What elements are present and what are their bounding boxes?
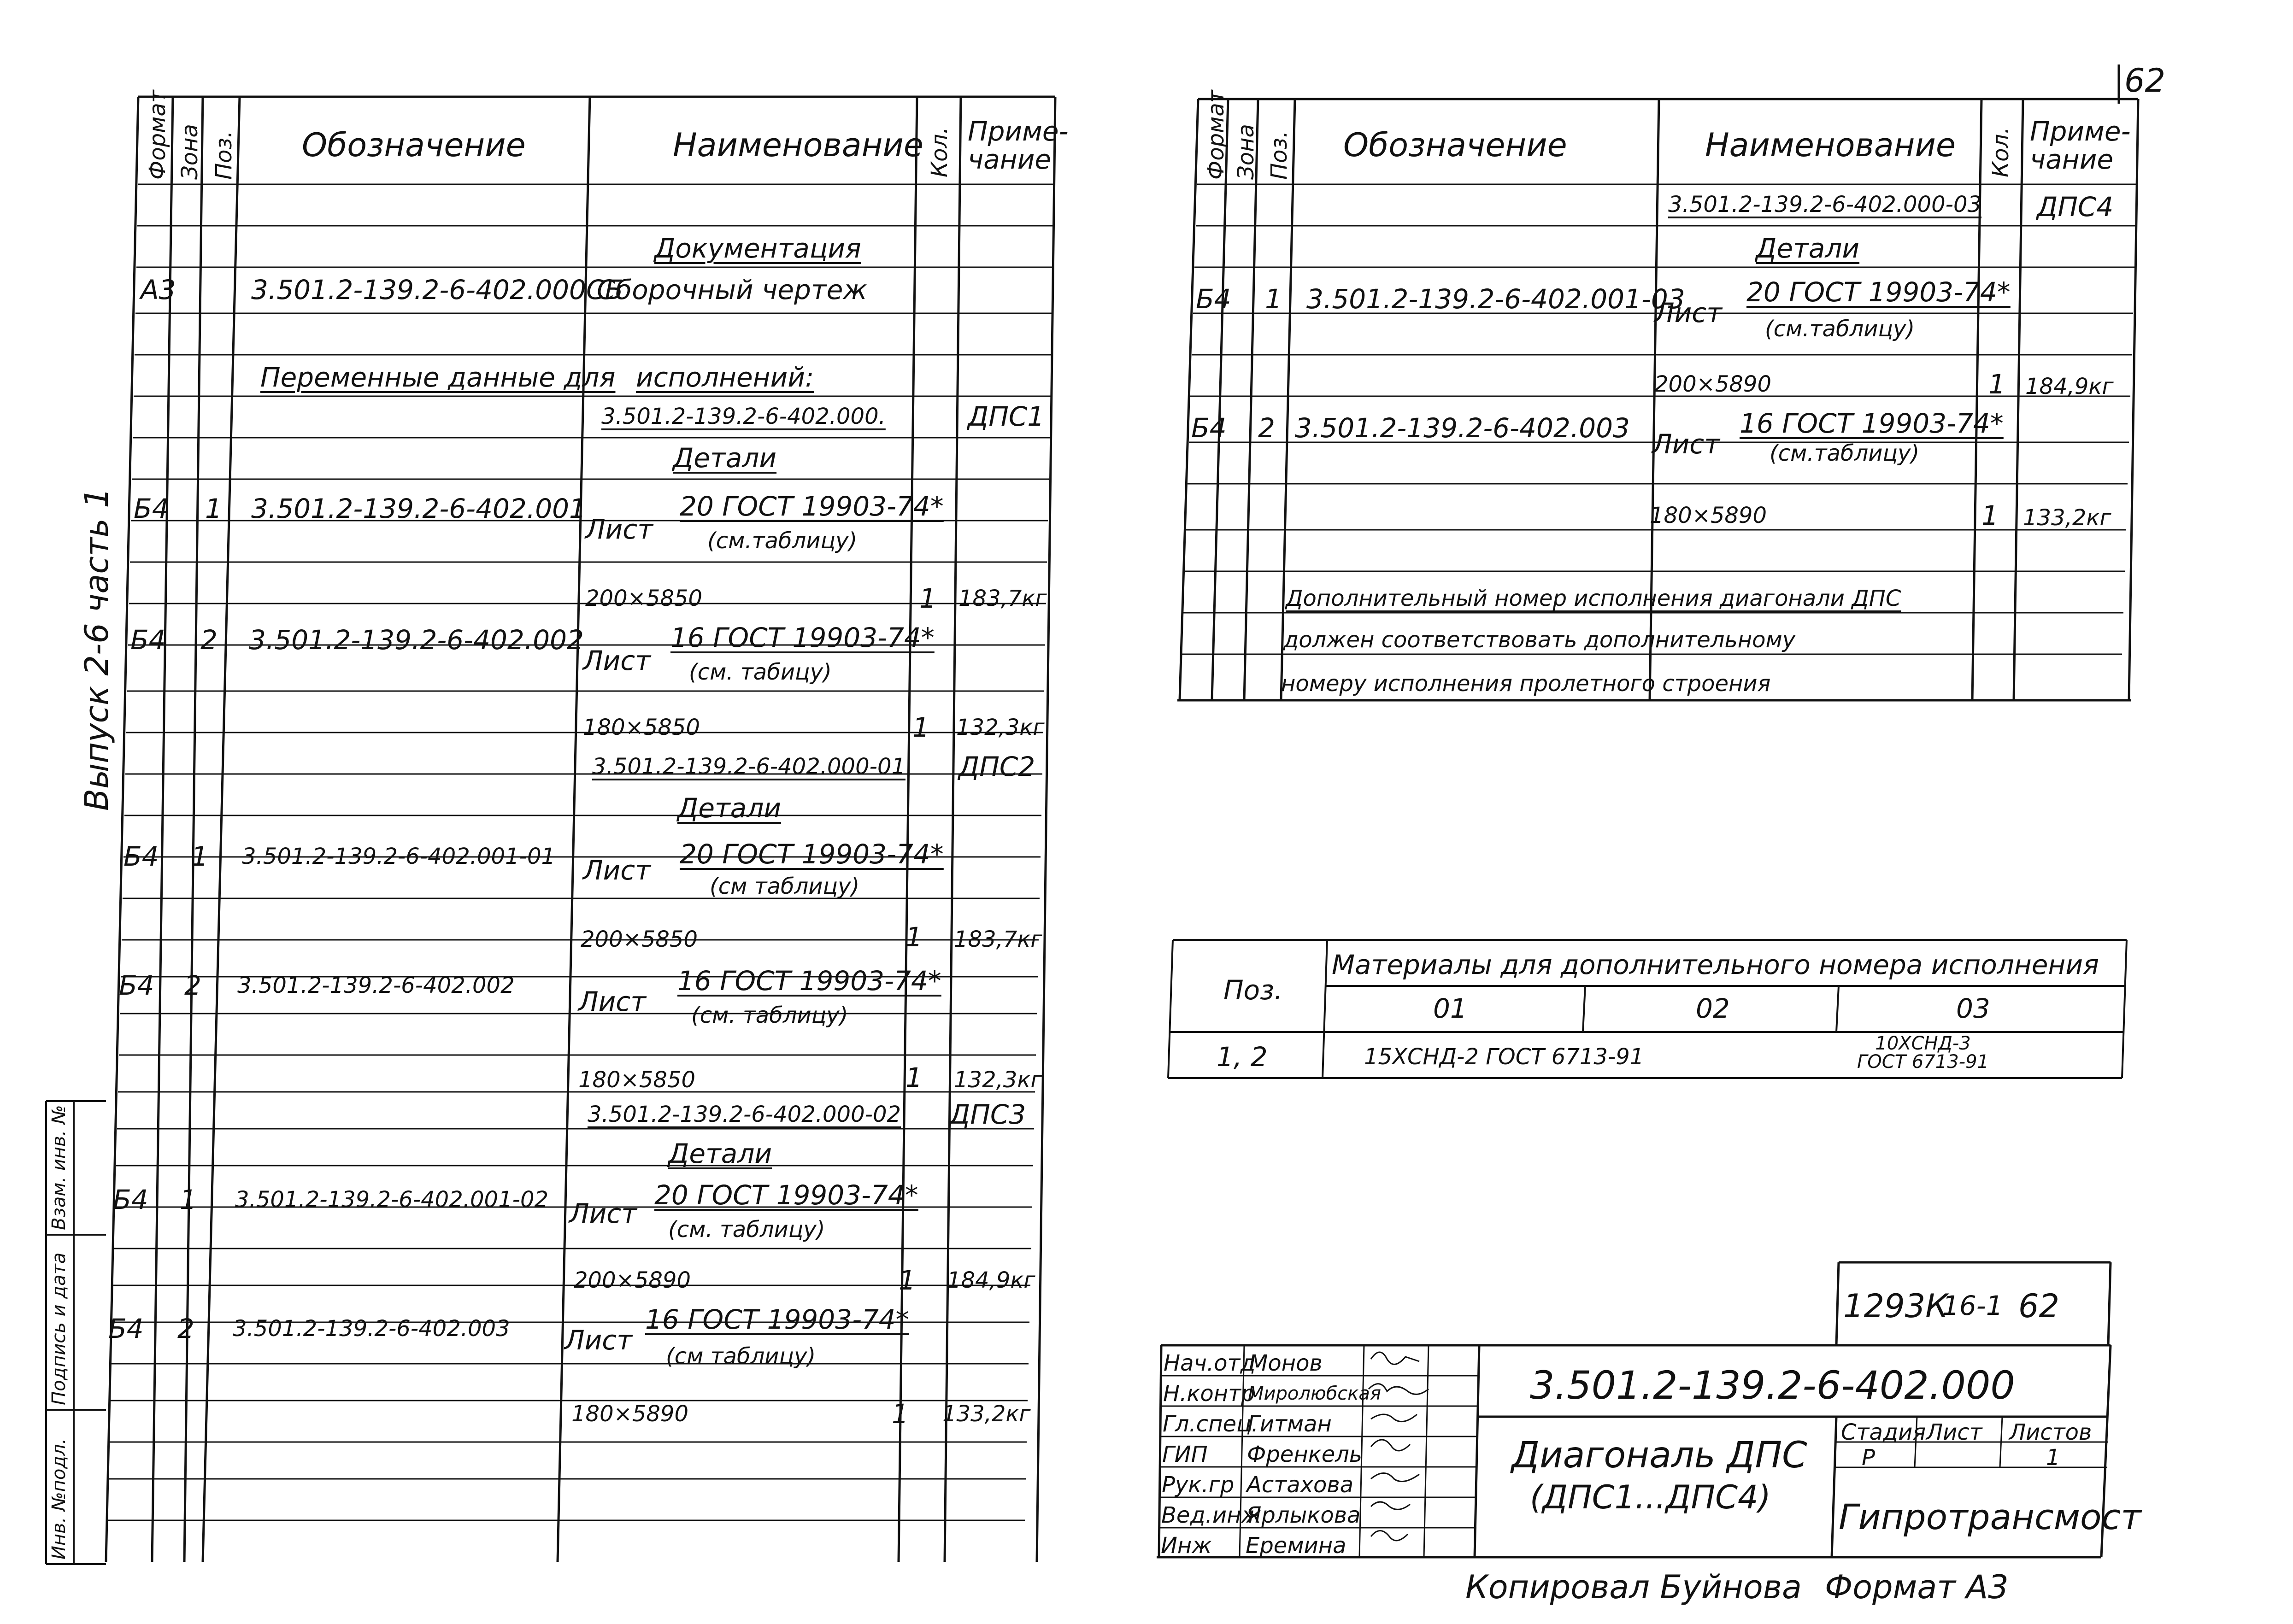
row-designation: 3.501.2-139.2-6-402.001-01 bbox=[242, 844, 556, 869]
materials-title: Материалы для дополнительного номера исполнения bbox=[1332, 949, 2099, 980]
sheets-value: 1 bbox=[2046, 1445, 2060, 1471]
note-line-1: Дополнительный номер исполнения диагонали ДПС bbox=[1286, 586, 1901, 611]
variant-label: ДПС1 bbox=[968, 401, 1045, 432]
materials-col-03: 03 bbox=[1956, 993, 1990, 1024]
row-pos: 2 bbox=[184, 970, 201, 1001]
row-name-ref: (см.таблицу) bbox=[707, 528, 858, 554]
row-pos: 1 bbox=[205, 493, 222, 524]
row-format: Б4 bbox=[119, 970, 154, 1001]
row-name-ref: (см. табицу) bbox=[689, 659, 832, 685]
row-qty: 1 bbox=[1988, 369, 2005, 400]
row-pos: 1 bbox=[1265, 283, 1282, 315]
role-label: Вед.инж bbox=[1161, 1502, 1261, 1528]
section-details: Детали bbox=[668, 1138, 772, 1169]
row-qty: 1 bbox=[912, 712, 929, 743]
row-format: Б4 bbox=[123, 841, 159, 872]
row-format: Б4 bbox=[113, 1184, 148, 1215]
role-name: Еремина bbox=[1246, 1533, 1346, 1559]
code-box: 1293К bbox=[1843, 1287, 1948, 1325]
role-label: ГИП bbox=[1162, 1442, 1208, 1467]
row-name: Лист bbox=[583, 645, 651, 676]
materials-row-pos: 1, 2 bbox=[1217, 1041, 1268, 1073]
stamp-label-signature: Подпись и дата bbox=[48, 1252, 70, 1405]
row-name-standard: 16 ГОСТ 19903-74* bbox=[670, 622, 935, 653]
header-zone: Зона bbox=[1233, 124, 1259, 180]
sheets-header: Листов bbox=[2009, 1419, 2092, 1445]
row-size: 200×5850 bbox=[581, 926, 698, 952]
header-qty: Кол. bbox=[927, 127, 952, 177]
row-format: Б4 bbox=[1196, 283, 1231, 315]
row-pos: 2 bbox=[200, 624, 218, 656]
row-qty: 1 bbox=[905, 921, 923, 953]
row-name: Сборочный чертеж bbox=[597, 274, 867, 305]
row-size: 200×5850 bbox=[585, 586, 702, 611]
role-name: Гитман bbox=[1247, 1411, 1332, 1437]
header-designation: Обозначение bbox=[1343, 126, 1567, 164]
row-format: Б4 bbox=[134, 493, 169, 524]
row-name-ref: (см.таблицу) bbox=[1765, 316, 1915, 342]
row-mass: 133,2кг bbox=[2023, 505, 2111, 531]
row-name-standard: 16 ГОСТ 19903-74* bbox=[645, 1304, 909, 1335]
stage-value: Р bbox=[1862, 1445, 1875, 1471]
row-mass: 132,3кг bbox=[954, 1067, 1042, 1093]
organization: Гипротрансмост bbox=[1839, 1496, 2141, 1537]
signature-marks bbox=[1369, 1352, 1429, 1541]
document-title-variants: (ДПС1...ДПС4) bbox=[1530, 1478, 1771, 1516]
row-name-ref: (см таблицу) bbox=[710, 874, 860, 899]
row-name-standard: 20 ГОСТ 19903-74* bbox=[680, 838, 944, 870]
row-name-standard: 16 ГОСТ 19903-74* bbox=[677, 965, 941, 997]
role-label: Инж bbox=[1161, 1533, 1212, 1559]
header-pos: Поз. bbox=[1266, 130, 1292, 180]
document-title: Диагональ ДПС bbox=[1511, 1435, 1807, 1476]
section-details: Детали bbox=[677, 792, 782, 824]
stamp-label-inv: Инв. №подл. bbox=[48, 1438, 70, 1560]
code-box-2: 16-1 bbox=[1942, 1290, 2003, 1321]
document-code: 3.501.2-139.2-6-402.000 bbox=[1530, 1363, 2015, 1408]
row-pos: 2 bbox=[1258, 412, 1275, 444]
row-name-standard: 20 ГОСТ 19903-74* bbox=[654, 1179, 918, 1211]
row-name-standard: 16 ГОСТ 19903-74* bbox=[1740, 408, 2004, 439]
row-name: Лист bbox=[564, 1325, 632, 1356]
header-pos: Поз. bbox=[211, 130, 237, 180]
copied-by: Копировал Буйнова bbox=[1465, 1568, 1802, 1606]
variant-label: ДПС4 bbox=[2037, 191, 2114, 223]
section-details: Детали bbox=[1756, 233, 1860, 264]
code-box-sheet: 62 bbox=[2018, 1287, 2060, 1325]
row-pos: 2 bbox=[177, 1313, 194, 1344]
header-zone: Зона bbox=[177, 124, 203, 180]
row-pos: 1 bbox=[191, 841, 208, 872]
row-designation: 3.501.2-139.2-6-402.002 bbox=[237, 973, 515, 998]
header-name: Наименование bbox=[673, 126, 923, 164]
row-designation: 3.501.2-139.2-6-402.001 bbox=[251, 493, 586, 524]
variant-code: 3.501.2-139.2-6-402.000-03 bbox=[1668, 192, 1982, 217]
materials-col-02: 02 bbox=[1696, 993, 1730, 1024]
materials-col-01: 01 bbox=[1433, 993, 1467, 1024]
row-name: Лист bbox=[1654, 297, 1722, 328]
row-designation: 3.501.2-139.2-6-402.003 bbox=[233, 1316, 510, 1342]
row-mass: 183,7кг bbox=[958, 586, 1047, 611]
row-name-standard: 20 ГОСТ 19903-74* bbox=[1746, 276, 2011, 308]
row-format: Б4 bbox=[108, 1313, 144, 1344]
role-name: Миролюбская bbox=[1248, 1383, 1382, 1404]
row-designation: 3.501.2-139.2-6-402.003 bbox=[1295, 412, 1630, 444]
row-mass: 133,2кг bbox=[942, 1401, 1031, 1427]
note-line-2: должен соответствовать дополнительному bbox=[1283, 627, 1796, 653]
row-format: А3 bbox=[141, 274, 176, 305]
row-size: 200×5890 bbox=[574, 1267, 691, 1293]
format-label: Формат А3 bbox=[1825, 1568, 2009, 1606]
note-line-3: номеру исполнения пролетного строения bbox=[1281, 671, 1771, 697]
materials-pos-header: Поз. bbox=[1223, 974, 1283, 1006]
row-mass: 184,9кг bbox=[947, 1267, 1035, 1293]
header-note: Приме- чание bbox=[968, 116, 1069, 175]
row-name-ref: (см таблицу) bbox=[666, 1343, 816, 1369]
row-mass: 183,7кг bbox=[954, 926, 1042, 952]
row-qty: 1 bbox=[905, 1062, 923, 1093]
row-size: 180×5890 bbox=[1650, 503, 1767, 528]
row-size: 180×5850 bbox=[578, 1067, 695, 1093]
header-format: Формат bbox=[1203, 90, 1229, 180]
section-details: Детали bbox=[673, 442, 777, 474]
row-format: Б4 bbox=[1191, 412, 1227, 444]
role-name: Ярлыкова bbox=[1246, 1502, 1361, 1528]
row-size: 200×5890 bbox=[1654, 371, 1771, 397]
header-qty: Кол. bbox=[1988, 127, 2014, 177]
variant-code: 3.501.2-139.2-6-402.000-01 bbox=[592, 754, 906, 780]
sheet-header: Лист bbox=[1926, 1419, 1982, 1445]
row-name: Лист bbox=[569, 1198, 637, 1229]
row-name-ref: (см. таблицу) bbox=[668, 1217, 825, 1243]
row-designation: 3.501.2-139.2-6-402.002 bbox=[249, 624, 584, 656]
header-name: Наименование bbox=[1705, 126, 1956, 164]
materials-value-01: 15ХСНД-2 ГОСТ 6713-91 bbox=[1364, 1044, 1644, 1070]
section-documentation: Документация bbox=[654, 233, 861, 264]
materials-value-03: 10ХСНД-3 ГОСТ 6713-91 bbox=[1857, 1033, 1989, 1073]
row-qty: 1 bbox=[899, 1265, 916, 1296]
header-note: Приме- чание bbox=[2030, 116, 2131, 175]
row-name: Лист bbox=[585, 514, 653, 545]
side-label: Выпуск 2-6 часть 1 bbox=[78, 487, 116, 811]
row-qty: 1 bbox=[919, 583, 936, 614]
role-label: Гл.спец. bbox=[1163, 1411, 1258, 1437]
row-size: 180×5850 bbox=[583, 715, 700, 740]
header-designation: Обозначение bbox=[302, 126, 526, 164]
row-mass: 184,9кг bbox=[2025, 374, 2114, 399]
variant-code: 3.501.2-139.2-6-402.000-02 bbox=[588, 1102, 901, 1127]
variable-data-label-2: исполнений: bbox=[636, 362, 814, 393]
row-designation: 3.501.2-139.2-6-402.001-03 bbox=[1306, 283, 1685, 315]
variant-label: ДПС3 bbox=[949, 1099, 1026, 1130]
role-name: Астахова bbox=[1246, 1472, 1354, 1498]
variable-data-label: Переменные данные для bbox=[260, 362, 616, 393]
row-name: Лист bbox=[1652, 428, 1720, 460]
row-name: Лист bbox=[578, 986, 646, 1017]
row-qty: 1 bbox=[892, 1398, 909, 1430]
row-mass: 132,3кг bbox=[956, 715, 1045, 740]
row-name-ref: (см.таблицу) bbox=[1770, 440, 1920, 466]
variant-code: 3.501.2-139.2-6-402.000. bbox=[601, 404, 886, 429]
header-format: Формат bbox=[145, 90, 171, 180]
stamp-label-replace: Взам. инв. № bbox=[48, 1105, 70, 1230]
row-name-standard: 20 ГОСТ 19903-74* bbox=[680, 491, 944, 522]
row-designation: 3.501.2-139.2-6-402.001-02 bbox=[235, 1187, 549, 1213]
row-qty: 1 bbox=[1981, 500, 1999, 531]
role-name: Френкель bbox=[1247, 1442, 1363, 1467]
row-size: 180×5890 bbox=[571, 1401, 688, 1427]
role-label: Рук.гр bbox=[1162, 1472, 1235, 1498]
row-format: Б4 bbox=[130, 624, 166, 656]
role-name: Монов bbox=[1249, 1350, 1323, 1376]
page-number: 62 bbox=[2124, 62, 2166, 100]
row-pos: 1 bbox=[180, 1184, 197, 1215]
row-name-ref: (см. таблицу) bbox=[691, 1003, 848, 1028]
row-name: Лист bbox=[583, 855, 651, 886]
role-label: Н.контр bbox=[1163, 1381, 1255, 1407]
role-label: Нач.отд bbox=[1164, 1350, 1256, 1376]
row-designation: 3.501.2-139.2-6-402.000СБ bbox=[251, 274, 623, 305]
stage-header: Стадия bbox=[1841, 1419, 1926, 1445]
variant-label: ДПС2 bbox=[958, 751, 1035, 782]
